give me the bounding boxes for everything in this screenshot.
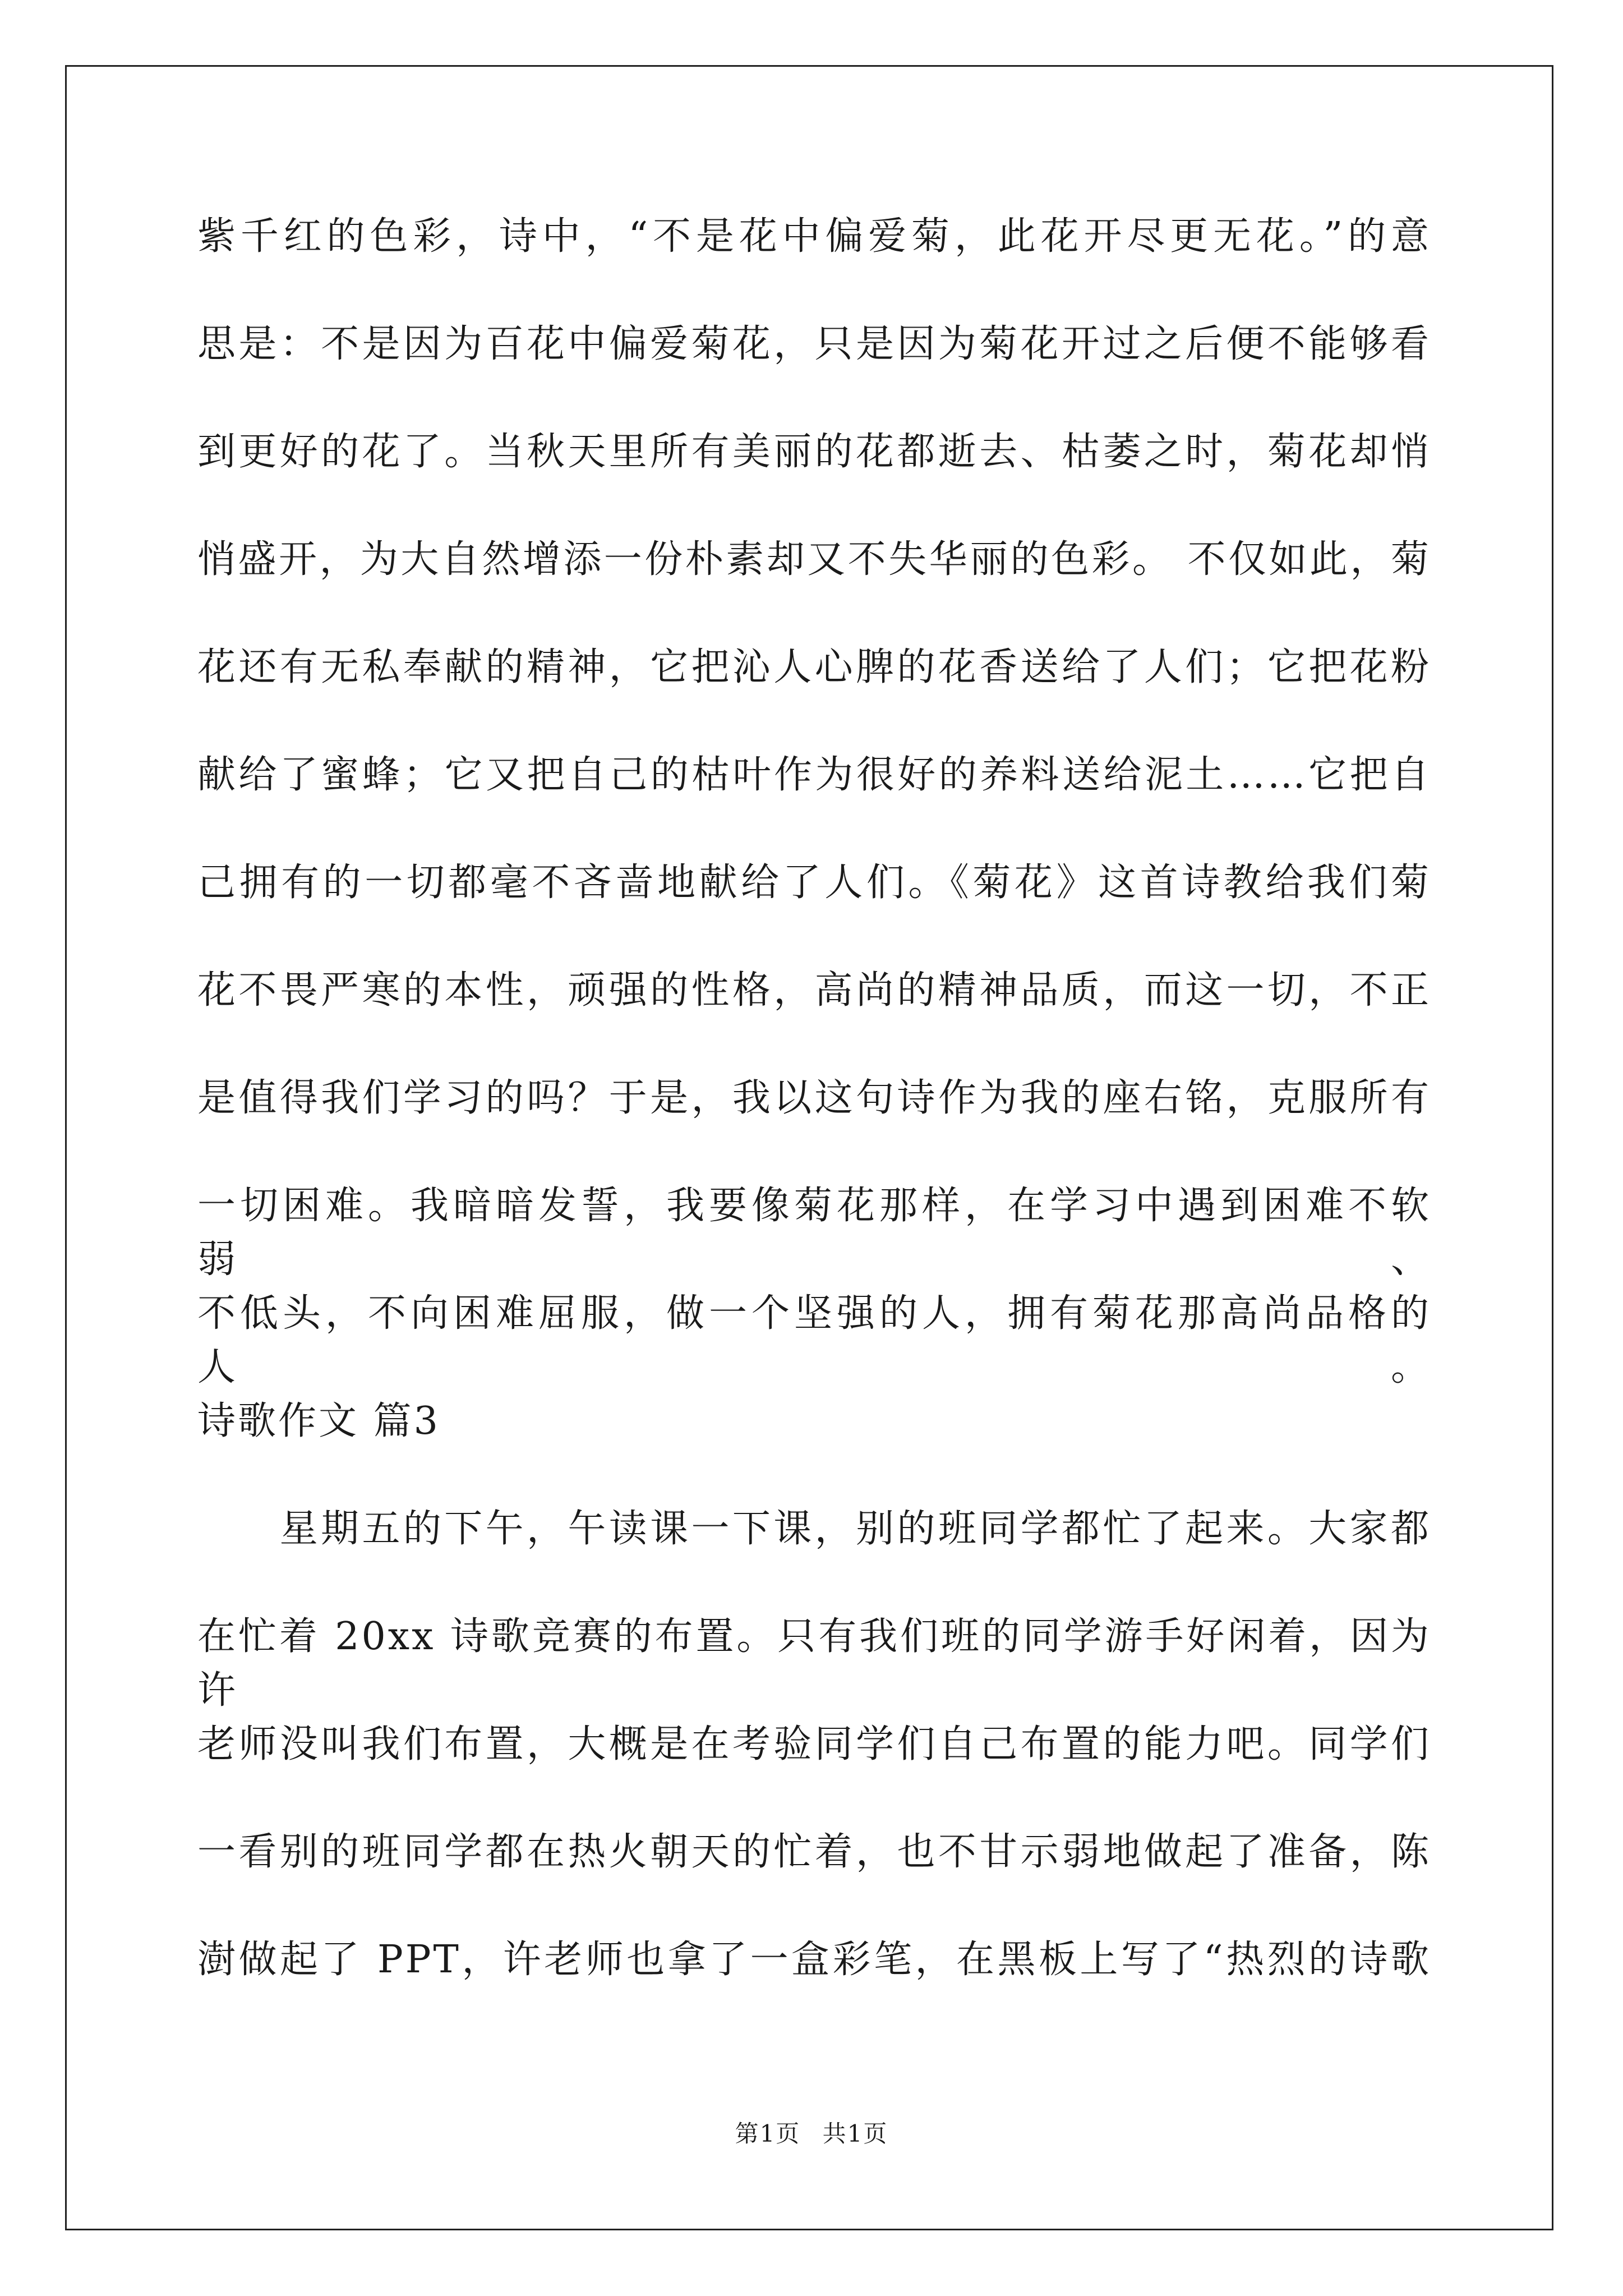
text-line: 星期五的下午，午读课一下课，别的班同学都忙了起来。大家都 <box>197 1507 1431 1551</box>
text-line: 老师没叫我们布置，大概是在考验同学们自己布置的能力吧。同学们 <box>197 1722 1431 1766</box>
text-line: 一看别的班同学都在热火朝天的忙着，也不甘示弱地做起了准备，陈 <box>197 1830 1431 1874</box>
page-footer <box>0 2118 1623 2150</box>
text-line: 在忙着 20xx 诗歌竞赛的布置。只有我们班的同学游手好闲着，因为许 <box>197 1614 1431 1713</box>
text-line: 花不畏严寒的本性，顽强的性格，高尚的精神品质，而这一切，不正 <box>197 968 1431 1013</box>
text-line: 思是：不是因为百花中偏爱菊花，只是因为菊花开过之后便不能够看 <box>197 322 1431 366</box>
section-heading: 诗歌作文 篇3 <box>197 1399 440 1443</box>
text-line: 己拥有的一切都毫不吝啬地献给了人们。《菊花》这首诗教给我们菊 <box>197 861 1431 905</box>
text-line: 花还有无私奉献的精神，它把沁人心脾的花香送给了人们；它把花粉 <box>197 645 1431 689</box>
document-body <box>197 210 1431 2041</box>
text-line: 紫千红的色彩，诗中，“不是花中偏爱菊，此花开尽更无花。”的意 <box>197 214 1431 259</box>
text-line: 是值得我们学习的吗？于是，我以这句诗作为我的座右铭，克服所有 <box>197 1076 1431 1120</box>
text-line: 不低头，不向困难屈服，做一个坚强的人，拥有菊花那高尚品格的人。 <box>197 1291 1431 1389</box>
text-line: 一切困难。我暗暗发誓，我要像菊花那样，在学习中遇到困难不软弱、 <box>197 1184 1431 1282</box>
page-number: 第1页 <box>735 2120 801 2147</box>
text-line: 献给了蜜蜂；它又把自己的枯叶作为很好的养料送给泥土……它把自 <box>197 753 1431 797</box>
text-line: 到更好的花了。当秋天里所有美丽的花都逝去、枯萎之时，菊花却悄 <box>197 430 1431 474</box>
text-line: 澍做起了 PPT，许老师也拿了一盒彩笔，在黑板上写了“热烈的诗歌 <box>197 1938 1431 1982</box>
text-line: 悄盛开，为大自然增添一份朴素却又不失华丽的色彩。 不仅如此，菊 <box>197 537 1431 582</box>
page-total: 共1页 <box>822 2120 888 2147</box>
